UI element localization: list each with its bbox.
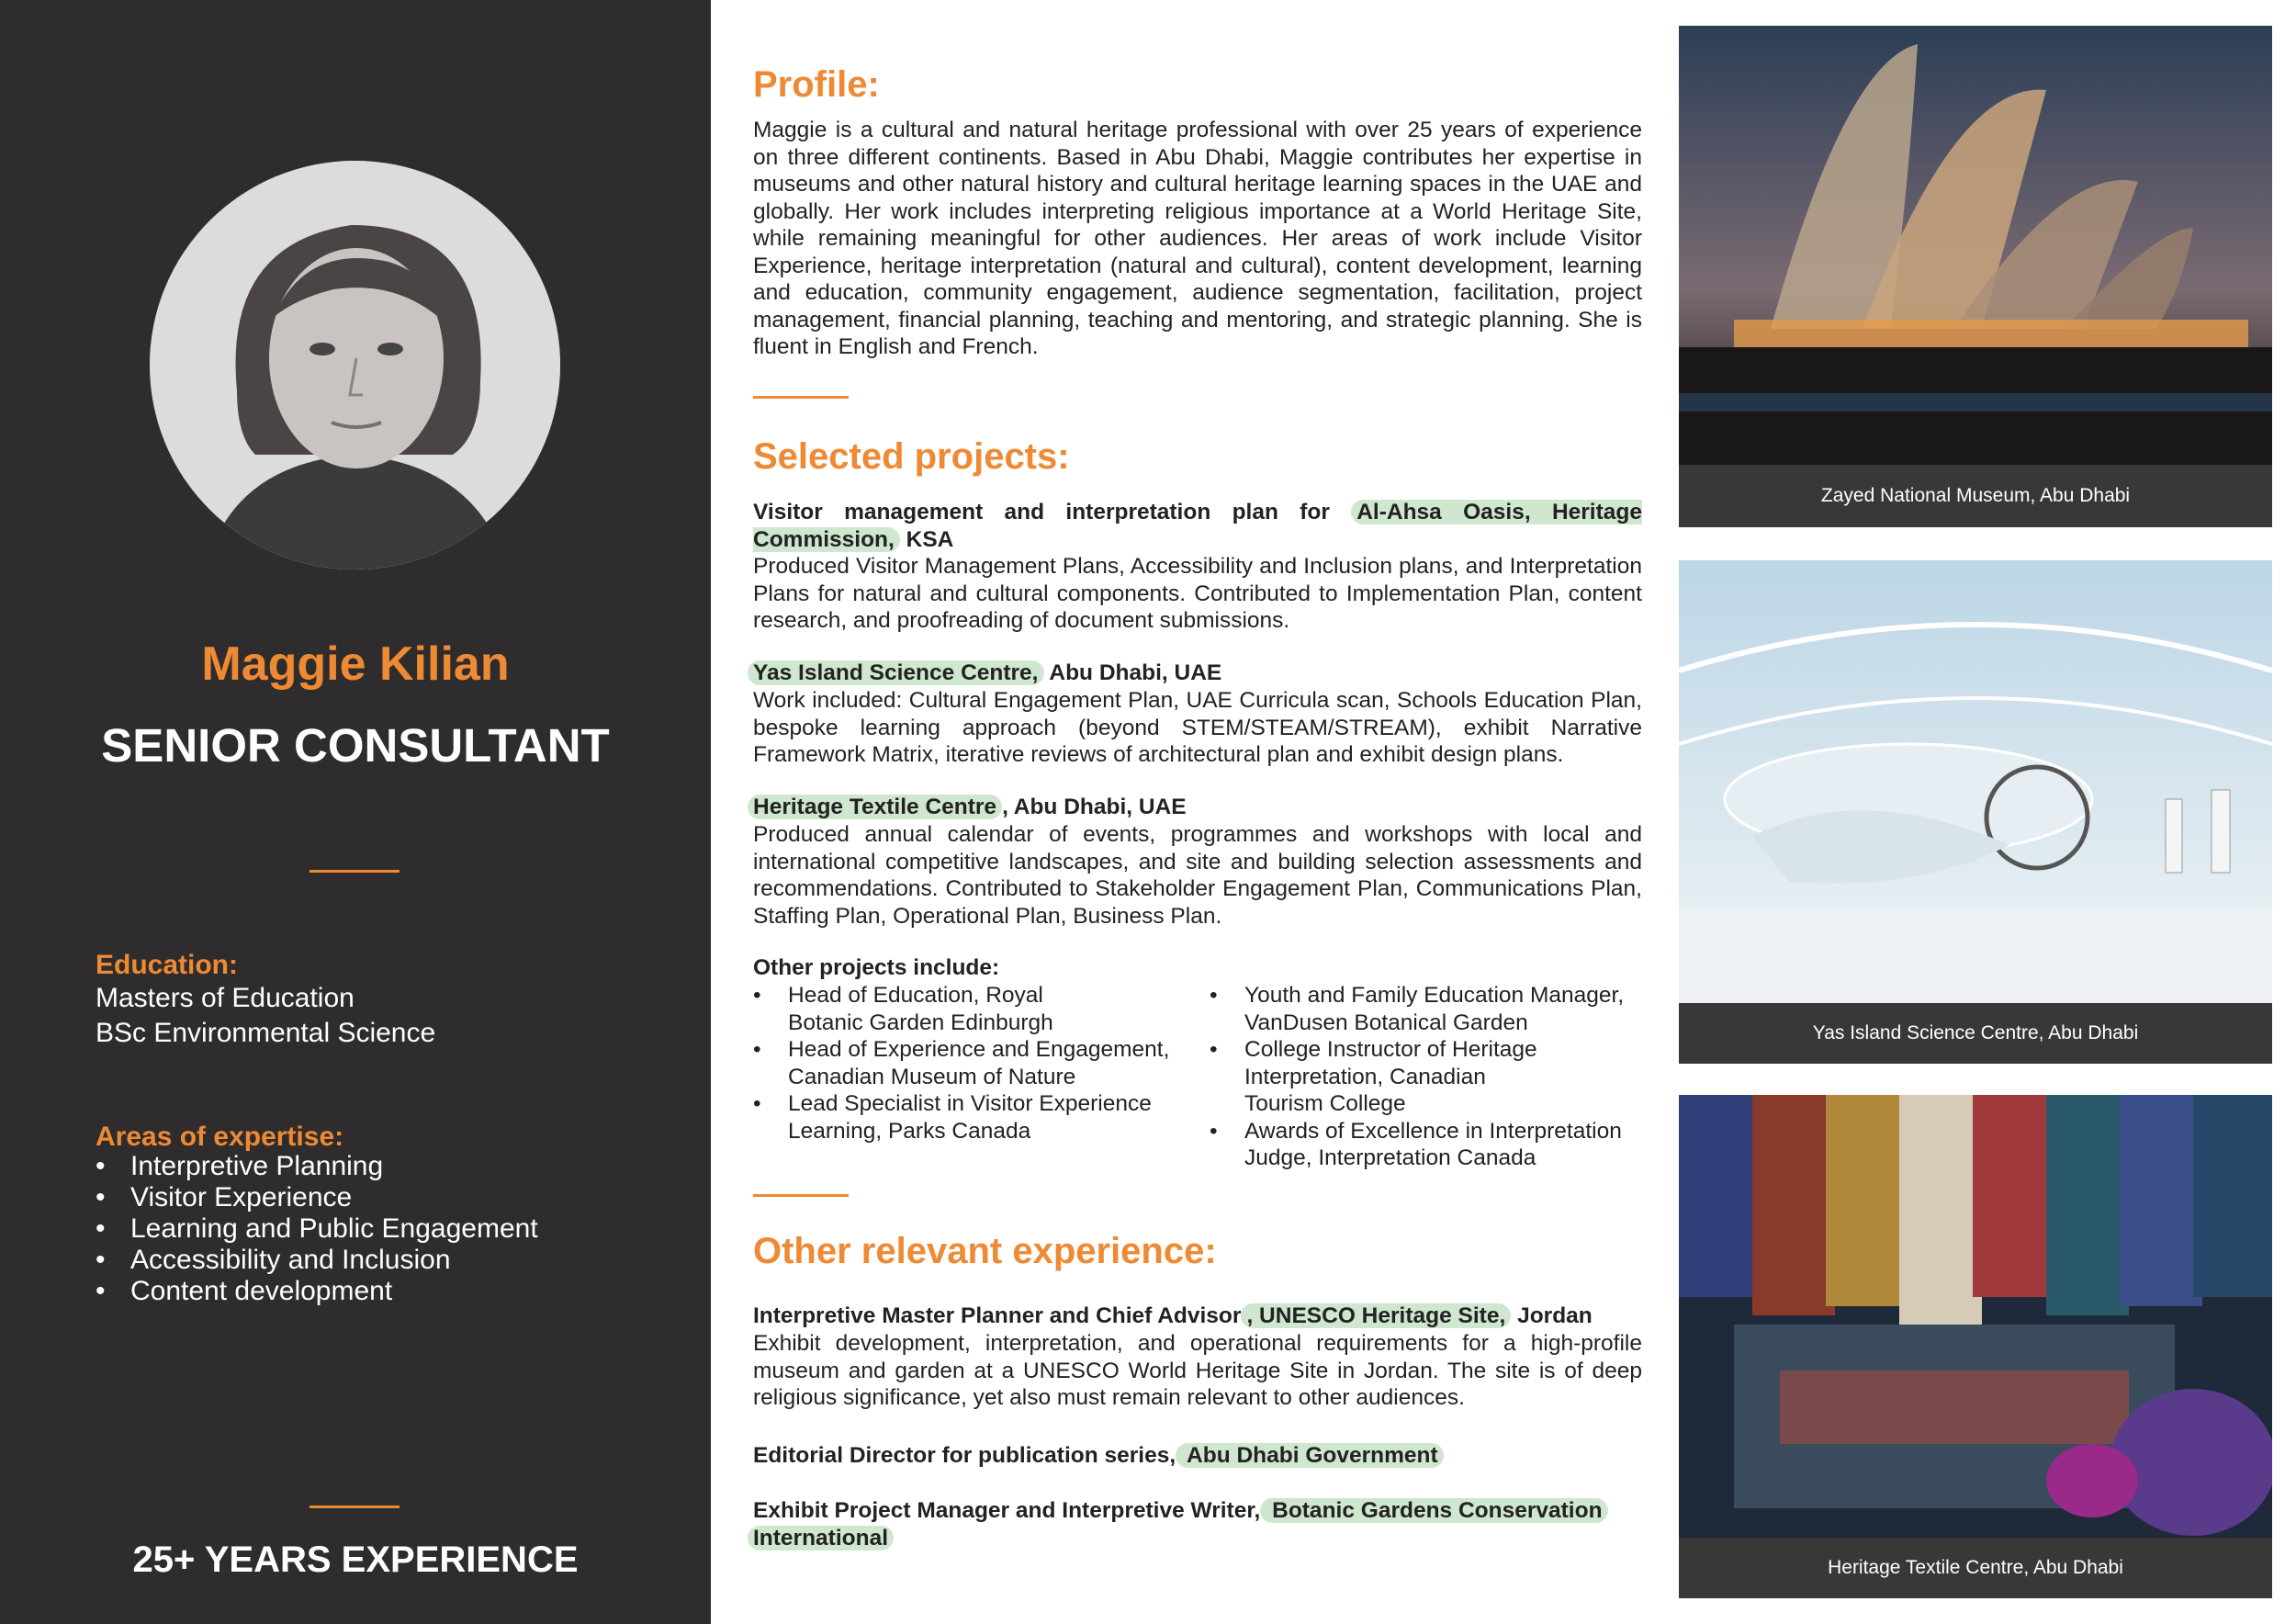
list-item: • Lead Specialist in Visitor Experience Learning, Parks Canada xyxy=(753,1090,1212,1145)
project-description: Work included: Cultural Engagement Plan, UAE Curricula scan, Schools Education Plan, bespoke learning approach (beyond STEM/STEAM/STREAM), exhibit Narrative Framework Matrix, iterative reviews of architectural plan and exhibit design plans. xyxy=(753,688,1642,767)
photo-caption: Heritage Textile Centre, Abu Dhabi xyxy=(1679,1538,2272,1598)
divider xyxy=(753,1194,849,1197)
photo-caption: Zayed National Museum, Abu Dhabi xyxy=(1679,465,2272,527)
expertise-list xyxy=(96,1151,538,1307)
list-item: • Head of Education, Royal Botanic Garden Edinburgh xyxy=(753,982,1212,1036)
expertise-item: • Interpretive Planning xyxy=(96,1151,538,1182)
list-item: • College Instructor of Heritage Interpretation, Canadian Tourism College xyxy=(1210,1036,1650,1118)
experience-description: Exhibit development, interpretation, and operational requirements for a high-profile museum and garden at a UNESCO World Heritage Site in Jordan. The site is of deep religious significance, yet also must remain relevant to other audiences. xyxy=(753,1331,1642,1410)
profile-photo xyxy=(150,161,560,570)
project-title xyxy=(753,499,1642,553)
list-item: • Head of Experience and Engagement, Canadian Museum of Nature xyxy=(753,1036,1212,1090)
profile-text: Maggie is a cultural and natural heritage professional with over 25 years of experience on three different continents. Based in Abu Dhabi, Maggie contributes her expertise in museums and other natural history and cultural heritage learning spaces in the UAE and globally. Her work includes interpreting religious importance at a World Heritage Site, while remaining meaningful for other audiences. Her areas of work include Visitor Experience, heritage interpretation (natural and cultural), content development, learning and education, community engagement, audience segmentation, facilitation, project management, financial planning, teaching and mentoring, and strategic planning. She is fluent in English and French. xyxy=(753,118,1642,359)
expertise-item: • Accessibility and Inclusion xyxy=(96,1245,538,1276)
experience-org-highlight: International xyxy=(748,1526,894,1551)
years-experience: 25+ YEARS EXPERIENCE xyxy=(132,1539,579,1580)
project-description: Produced Visitor Management Plans, Accessibility and Inclusion plans, and Interpretation Plans for natural and cultural components. Contributed to Implementation Plan, content research, and proofreading of document submissions. xyxy=(753,554,1642,633)
project-client-highlight: Al-Ahsa Oasis, Heritage Commission, xyxy=(753,500,1642,552)
person-name: Maggie Kilian xyxy=(201,637,510,691)
project-location: , Abu Dhabi, UAE xyxy=(1002,795,1187,819)
experience-title: Interpretive Master Planner and Chief Advisor , UNESCO Heritage Site, Jordan xyxy=(753,1303,1593,1328)
job-title: SENIOR CONSULTANT xyxy=(101,719,610,772)
photo-caption: Yas Island Science Centre, Abu Dhabi xyxy=(1679,1003,2272,1064)
expertise-item: • Visitor Experience xyxy=(96,1182,538,1213)
photo-heritage-textile xyxy=(1679,1095,2272,1538)
education-item: Masters of Education xyxy=(96,983,355,1013)
education-heading: Education: xyxy=(96,950,238,980)
project-description: Produced annual calendar of events, programmes and workshops with local and international competitive landscapes, and site and building selection assessments and recommendations. Contributed to Stakeholder Engagement Plan, Communications Plan, Staffing Plan, Operational Plan, Business Plan. xyxy=(753,822,1642,929)
expertise-heading: Areas of expertise: xyxy=(96,1122,344,1152)
divider xyxy=(310,1506,400,1508)
profile-heading: Profile: xyxy=(753,64,880,105)
photo-yas-science-centre xyxy=(1679,560,2272,1003)
experience-title: Exhibit Project Manager and Interpretive Writer, Botanic Gardens Conservation International xyxy=(753,1497,1642,1551)
education-item: BSc Environmental Science xyxy=(96,1018,436,1048)
project-location: Abu Dhabi, UAE xyxy=(1043,660,1222,685)
list-item: • Youth and Family Education Manager, VanDusen Botanical Garden xyxy=(1210,982,1650,1036)
experience-org-highlight: , UNESCO Heritage Site, xyxy=(1241,1303,1511,1328)
experience-title: Editorial Director for publication series, Abu Dhabi Government xyxy=(753,1442,1642,1470)
other-projects-list-right xyxy=(1210,982,1650,1172)
other-projects-list-left xyxy=(753,982,1212,1145)
expertise-item: • Content development xyxy=(96,1276,538,1307)
project-client-highlight: Yas Island Science Centre, xyxy=(748,660,1044,685)
experience-heading: Other relevant experience: xyxy=(753,1231,1217,1271)
project-client-highlight: Heritage Textile Centre xyxy=(748,795,1002,819)
expertise-item: • Learning and Public Engagement xyxy=(96,1213,538,1245)
sidebar-panel xyxy=(0,0,711,1624)
project-location: KSA xyxy=(899,526,954,552)
projects-heading: Selected projects: xyxy=(753,436,1070,477)
project-title xyxy=(753,660,1642,687)
portrait-illustration xyxy=(150,161,560,570)
other-projects-heading: Other projects include: xyxy=(753,955,1000,980)
project-title-text: Visitor management and interpretation plan for xyxy=(753,500,1352,524)
divider xyxy=(753,396,849,399)
list-item: • Awards of Excellence in Interpretation Judge, Interpretation Canada xyxy=(1210,1118,1650,1172)
project-title xyxy=(753,794,1642,821)
experience-org-highlight: Botanic Gardens Conservation xyxy=(1260,1498,1607,1523)
experience-org-highlight: Abu Dhabi Government xyxy=(1176,1443,1444,1468)
photo-zayed-museum xyxy=(1679,26,2272,465)
divider xyxy=(310,870,400,873)
